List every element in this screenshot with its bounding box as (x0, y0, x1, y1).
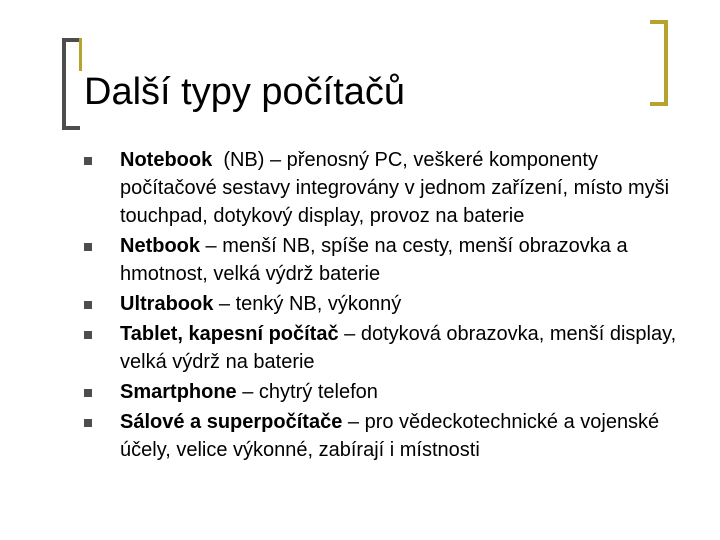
bullet-term: Tablet, kapesní počítač (120, 323, 339, 345)
square-bullet-icon (84, 419, 92, 427)
square-bullet-icon (84, 301, 92, 309)
bullet-text: – menší NB, spíše na cesty, menší obrazovka a hmotnost, velká výdrž baterie (120, 235, 628, 285)
bullet-list (84, 146, 684, 466)
square-bullet-icon (84, 243, 92, 251)
square-bullet-icon (84, 331, 92, 339)
square-bullet-icon (84, 157, 92, 165)
bullet-term: Notebook (120, 149, 213, 171)
bullet-text: – chytrý telefon (236, 381, 378, 403)
bullet-text: – pro vědeckotechnické a vojenské účely, velice výkonné, zabírají i místnosti (120, 411, 660, 461)
slide-title: Další typy počítačů (84, 71, 406, 113)
bullet-text: – tenký NB, výkonný (213, 293, 402, 315)
right-bracket-decoration (650, 20, 668, 106)
bullet-item-ultrabook (84, 290, 684, 318)
bullet-item-notebook (84, 146, 684, 230)
bullet-term: Netbook (120, 235, 200, 257)
bullet-item-netbook (84, 232, 684, 288)
bullet-term: Smartphone (120, 381, 237, 403)
bullet-term: Sálové a superpočítače (120, 411, 343, 433)
left-bracket-decoration (62, 38, 80, 130)
left-accent-bar (79, 38, 82, 71)
bullet-term: Ultrabook (120, 293, 214, 315)
bullet-text: (NB) – přenosný PC, veškeré komponenty počítačové sestavy integrovány v jednom zařízení, místo myši touchpad, dotykový display, provoz na baterie (120, 149, 675, 227)
bullet-item-supercomputer (84, 408, 684, 464)
square-bullet-icon (84, 389, 92, 397)
bullet-item-smartphone (84, 378, 684, 406)
bullet-item-tablet (84, 320, 684, 376)
bullet-text: – dotyková obrazovka, menší display, velká výdrž na baterie (120, 323, 677, 373)
